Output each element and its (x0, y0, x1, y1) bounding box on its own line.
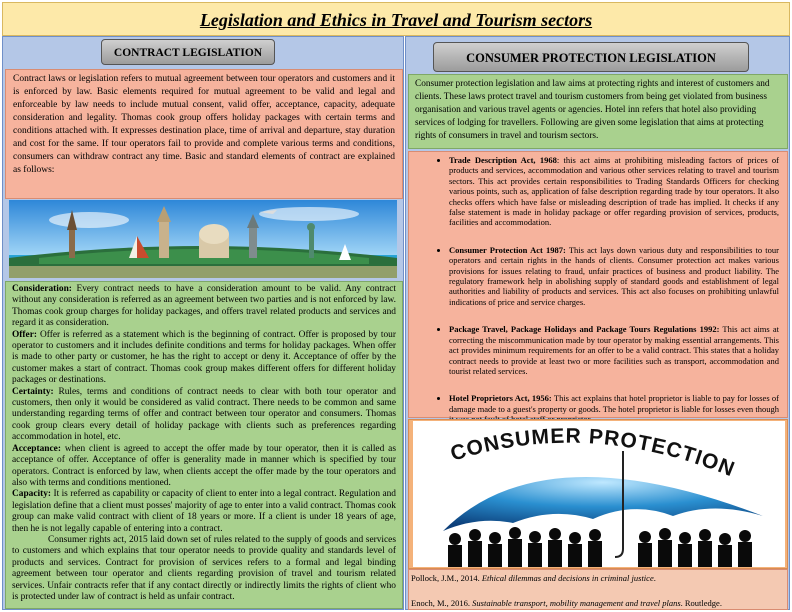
element-text: Rules, terms and conditions of contract needs to clear with both tour operator and customers, then only it would be considered as valid contract. There needs to be common and same understanding regarding terms of offer and contract between tour operator and consumers. Thomas cook group clears every detail of holiday package with clients such as preferences regarding accommodation in hotel, etc. (12, 386, 396, 443)
element-term: Offer: (12, 329, 37, 340)
acts-list (419, 155, 779, 425)
consumer-intro-box (408, 74, 788, 149)
references-box (408, 569, 788, 610)
element-text: when client is agreed to accept the offer made by tour operator, then it is called as acceptance of offer. Acceptance of offer is generality made in manner which is specified by tour operators. Contract is enforced by law, when clients accept the offer made by the tour operators and also with terms and conditions mentioned. (12, 443, 396, 488)
act-name: Package Travel, Package Holidays and Package Tours Regulations 1992: (449, 324, 720, 335)
element-consideration (12, 284, 396, 330)
reference-author: Enoch, M., 2016. (411, 598, 473, 608)
consumer-intro-text: Consumer protection legislation and law aims at protecting rights and interest of customers and clients. These laws protect travel and tourism customers from being get violated from business organisation and various travel agents or agencies. Hotel inn refers that hotel also providing services of lodging for travellers. Following are given some legislation that aims at protecting rights of consumers in travel and tourism sectors. (415, 79, 770, 141)
element-text: Every contract needs to have a consideration amount to be valid. Any contract without any consideration is referred as an agreement between two parties and is not enforced by law. Thomas cook group charges for holiday packages, and offers travel related products and services and regard it as consideration. (12, 284, 396, 329)
reference-author: Pollock, J.M., 2014. (411, 573, 482, 583)
contract-intro-text: Contract laws or legislation refers to mutual agreement between tour operators and customers and it is enforced by law. Basic elements required for mutual agreement to be valid and legal and enforceable by law needs to include mutual consent, valid offer, acceptance, capacity, adequate consideration and legality. Thomas cook group offers holiday packages with certain terms and conditions attached with. It expresses destination place, time of arrival and departure, stay duration and cost for the same. If tour operators fail to provide and complete various terms and conditions, consumers can withdraw contract any time. Basic and standard elements of contract are explained as follows: (13, 74, 395, 175)
reference-tail: . Routledge. (680, 598, 722, 608)
contract-intro-box (5, 69, 403, 199)
reference-title: Sustainable transport, mobility management and travel plans (472, 598, 681, 608)
consumer-protection-image (413, 421, 785, 567)
element-term: Consideration: (12, 284, 72, 294)
act-name: Consumer Protection Act 1987: (449, 244, 566, 255)
act-item (449, 155, 779, 228)
element-capacity (12, 489, 396, 535)
consumer-protection-image-text: CONSUMER PROTECTION (447, 424, 739, 482)
element-term: Acceptance: (12, 443, 61, 454)
element-offer (12, 330, 396, 387)
acts-list-box (408, 151, 788, 418)
element-term: Certainty: (12, 386, 54, 397)
reference-item (411, 573, 785, 584)
act-text: : this act aims at prohibiting misleading factors of prices of products and services, accommodation and various other services relating to travel and tourism sectors. This act provides certain responsibilities to Trading Standards Officers for checking various points, such as, application of false description regarding trade by tour operators. It also checks offers which have false or misleading description of trade has implied. It checks if any false statement is made in holiday package or offer regarding provision of services, products, facilities and accommodation. (449, 155, 780, 228)
act-text: This act aims at correcting the miscommunication made by tour operator by making essential arrangements. This act provides minimum requirements for an offer to be a valid contract. This states that a holiday contract needs to provide at least two or more facilities such as transport, accommodation and tourist related services. (449, 324, 779, 376)
page-title: Legislation and Ethics in Travel and Tourism sectors (199, 10, 593, 30)
contract-elements-box (5, 281, 403, 609)
travel-landmarks-image (9, 200, 397, 278)
element-certainty (12, 387, 396, 444)
consumer-rights-paragraph: Consumer rights act, 2015 laid down set of rules related to the supply of goods and services to customers and which explains that tour operator needs to provide quality and standards level of products and services. Contract for provision of services refers to a formal and legal binding agreement between tour operator and clients regarding provision of travel and tourism related services. Unfair contracts refer that if any contact directly or indirectly limits the rights of client who is protected under law of contract is held as unfair contract. (12, 534, 396, 602)
page-title-bar (2, 2, 790, 36)
act-text: This act explains that hotel proprietor is liable to pay for losses of damage made to a guest's property or goods. The hotel proprietor is liable for losses even though (449, 393, 779, 414)
element-acceptance (12, 444, 396, 490)
reference-title: Ethical dilemmas and decisions in criminal justice (481, 573, 654, 583)
act-text: This act lays down various duty and responsibilities to tour operators and certain rights in the hands of clients. Consumer protection act makes various provisions for issues relating to fraud, unfair practices of business and product liability. The regulatory framework help in abolishing supply of standard goods and establishment of legal authorities and liability of products and services. This act also focuses on prohibiting unlawful indications of price and service charges. (449, 244, 779, 307)
element-term: Capacity: (12, 489, 52, 500)
act-name: Trade Description Act, 1968 (449, 155, 557, 165)
consumer-protection-heading: CONSUMER PROTECTION LEGISLATION (433, 42, 749, 72)
act-name: Hotel Proprietors Act, 1956: (449, 393, 552, 404)
act-item (449, 324, 779, 376)
reference-tail: . (653, 573, 656, 583)
travel-landmarks-illustration (9, 200, 397, 278)
umbrella-crowd-illustration (413, 421, 785, 567)
reference-item (411, 598, 785, 609)
contract-legislation-heading: CONTRACT LEGISLATION (101, 39, 275, 65)
element-text: Offer is referred as a statement which is the beginning of contract. Offer is proposed by tour operator to customers and it includes definite conditions and terms for holiday packages. When offer is made to other party or customer, he has the right to accept or deny it. Acceptance of offer by the customer makes a start of contract. Thomas cook group makes different offers for different holiday packages or destinations. (12, 329, 396, 386)
act-item (449, 245, 779, 307)
element-text: It is referred as capability or capacity of client to enter into a legal contract. Regulation and legislation define that a client must posses' majority of age to enter into a valid contract. Thomas cook group can make valid contract with client of 18 years or more. If a client is under 18 years of age, then he is not legally capable of entering into a contract. (12, 489, 396, 534)
